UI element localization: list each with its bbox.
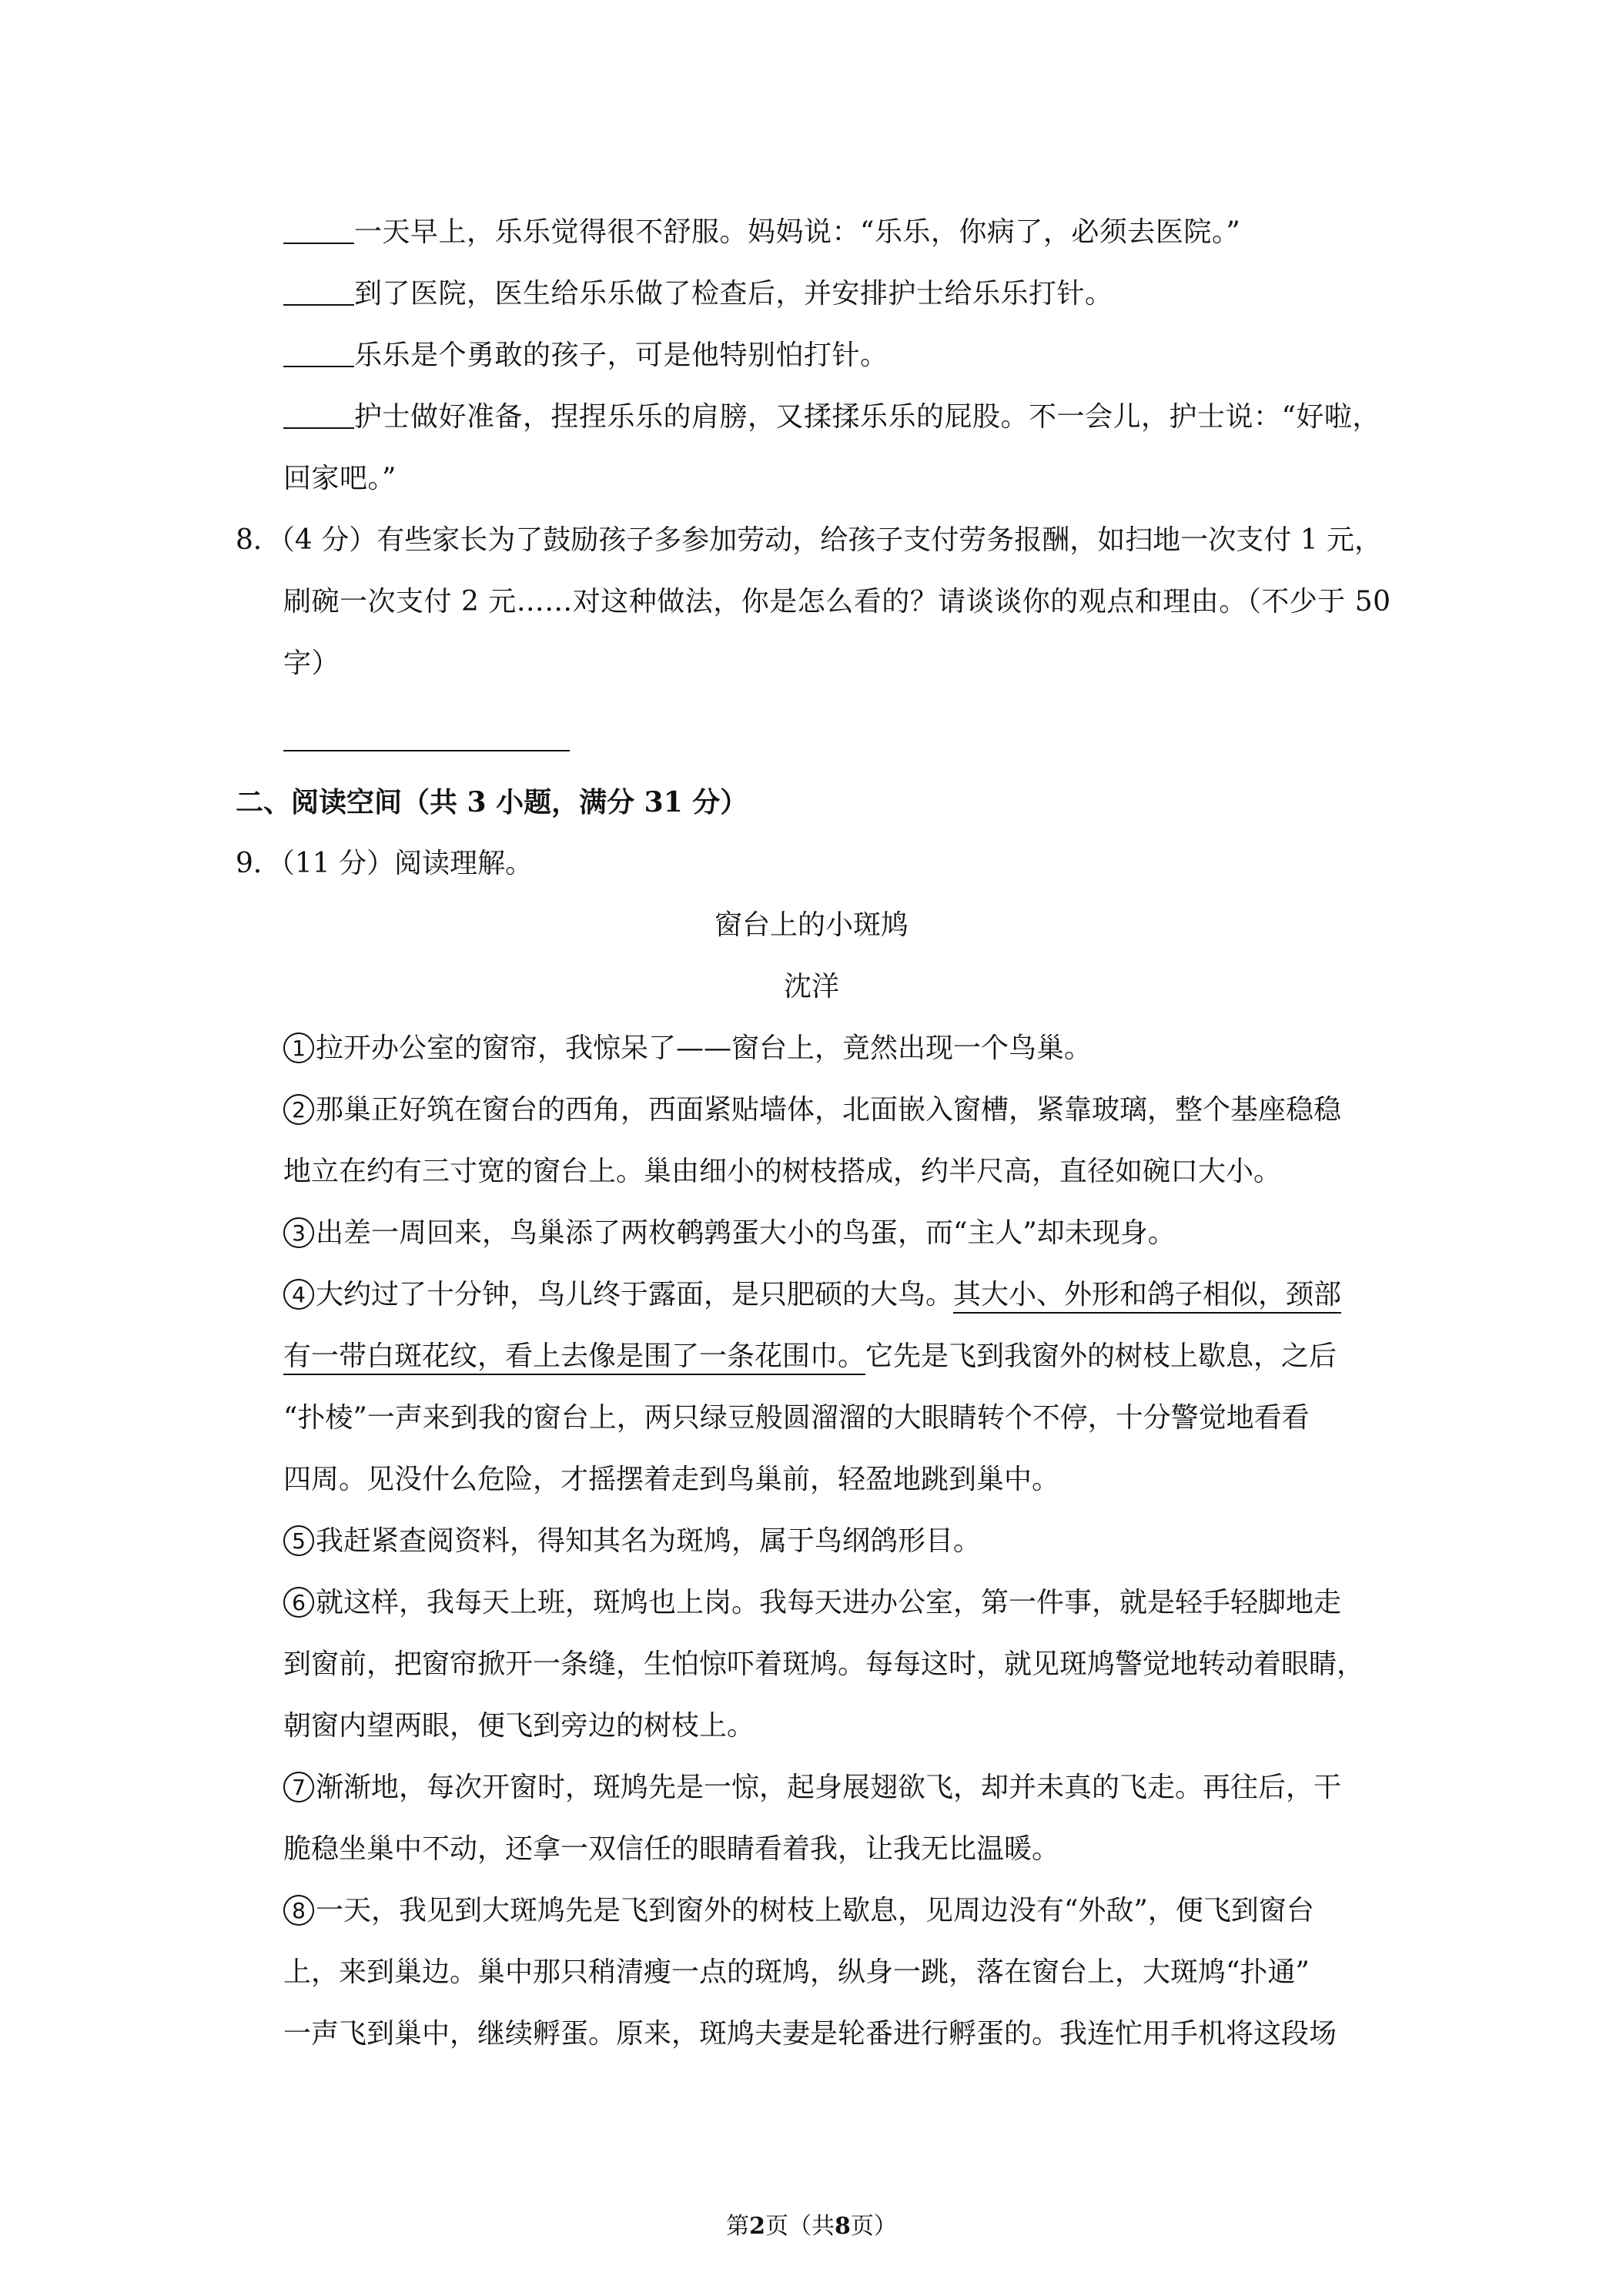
paragraph-number: 6: [283, 1587, 314, 1618]
answer-blank[interactable]: [283, 400, 354, 429]
paragraph-6-line-2: 到窗前，把窗帘掀开一条缝，生怕惊吓着斑鸠。每每这时，就见斑鸠警觉地转动着眼睛，: [283, 1648, 1365, 1680]
sequence-item-4-continued: 回家吧。”: [283, 463, 397, 494]
paragraph-number: 3: [283, 1217, 314, 1248]
paragraph-8: 8 一天，我见到大斑鸠先是飞到窗外的树枝上歇息，见周边没有“外敌”，便飞到窗台: [283, 1892, 1314, 1930]
paragraph-3: 3 出差一周回来，鸟巢添了两枚鹌鹑蛋大小的鸟蛋，而“主人”却未现身。: [283, 1214, 1176, 1253]
total-page-count: 8: [835, 2213, 851, 2240]
answer-blank[interactable]: [283, 338, 354, 367]
paragraph-4-line-4: 四周。见没什么危险，才摇摆着走到鸟巢前，轻盈地跳到巢中。: [283, 1464, 1060, 1495]
paragraph-6: 6 就这样，我每天上班，斑鸠也上岗。我每天进办公室，第一件事，就是轻手轻脚地走: [283, 1584, 1341, 1622]
question-8-line-1: 8．（4 分）有些家长为了鼓励孩子多参加劳动，给孩子支付劳务报酬，如扫地一次支付 1 元，: [236, 524, 1383, 556]
answer-blank[interactable]: [283, 215, 354, 244]
underlined-sentence: 其大小、外形和鸽子相似，颈部: [953, 1279, 1341, 1314]
paragraph-number: 8: [283, 1895, 314, 1926]
paragraph-7-line-2: 脆稳坐巢中不动，还拿一双信任的眼睛看着我，让我无比温暖。: [283, 1833, 1060, 1865]
sequence-item-3: 乐乐是个勇敢的孩子，可是他特别怕打针。: [283, 336, 888, 375]
paragraph-2-line-2: 地立在约有三寸宽的窗台上。巢由细小的树枝搭成，约半尺高，直径如碗口大小。: [283, 1156, 1282, 1187]
paragraph-4: 4 大约过了十分钟，鸟儿终于露面，是只肥硕的大鸟。其大小、外形和鸽子相似，颈部: [283, 1276, 1341, 1314]
paragraph-8-line-3: 一声飞到巢中，继续孵蛋。原来，斑鸠夫妻是轮番进行孵蛋的。我连忙用手机将这段场: [283, 2018, 1337, 2050]
sequence-item-2: 到了医院，医生给乐乐做了检查后，并安排护士给乐乐打针。: [283, 275, 1113, 313]
paragraph-1: 1 拉开办公室的窗帘，我惊呆了——窗台上，竟然出现一个鸟巢。: [283, 1029, 1092, 1068]
paragraph-8-line-2: 上，来到巢边。巢中那只稍清瘦一点的斑鸠，纵身一跳，落在窗台上，大斑鸠“扑通”: [283, 1956, 1310, 1988]
paragraph-5: 5 我赶紧查阅资料，得知其名为斑鸠，属于鸟纲鸽形目。: [283, 1522, 981, 1561]
paragraph-2: 2 那巢正好筑在窗台的西角，西面紧贴墙体，北面嵌入窗槽，紧靠玻璃，整个基座稳稳: [283, 1091, 1341, 1130]
paragraph-4-line-3: “扑棱”一声来到我的窗台上，两只绿豆般圆溜溜的大眼睛转个不停，十分警觉地看看: [283, 1402, 1310, 1434]
article-title: 窗台上的小斑鸠: [714, 909, 909, 941]
paragraph-number: 4: [283, 1279, 314, 1310]
paragraph-number: 5: [283, 1525, 314, 1556]
paragraph-7: 7 渐渐地，每次开窗时，斑鸠先是一惊，起身展翅欲飞，却并未真的飞走。再往后，干: [283, 1769, 1341, 1807]
section-title: 二、阅读空间（共 3 小题，满分 31 分）: [236, 786, 748, 818]
paragraph-number: 7: [283, 1772, 314, 1802]
paragraph-4-line-2: 有一带白斑花纹，看上去像是围了一条花围巾。它先是飞到我窗外的树枝上歇息，之后: [283, 1337, 1337, 1376]
sequence-item-1: 一天早上，乐乐觉得很不舒服。妈妈说：“乐乐，你病了，必须去医院。”: [283, 213, 1240, 252]
paragraph-number: 2: [283, 1094, 314, 1125]
page-footer: 第2页（共8页）: [726, 2213, 897, 2240]
paragraph-6-line-3: 朝窗内望两眼，便飞到旁边的树枝上。: [283, 1710, 755, 1742]
question-8-line-3: 字）: [283, 648, 340, 679]
question-8-line-2: 刷碗一次支付 2 元……对这种做法，你是怎么看的？请谈谈你的观点和理由。（不少于 50: [283, 586, 1391, 618]
paragraph-number: 1: [283, 1033, 314, 1063]
article-author: 沈洋: [783, 971, 839, 1002]
sequence-item-4: 护士做好准备，捏捏乐乐的肩膀，又揉揉乐乐的屁股。不一会儿，护士说：“好啦，: [283, 398, 1380, 437]
answer-line[interactable]: [283, 750, 570, 751]
current-page-number: 2: [749, 2213, 765, 2240]
answer-blank[interactable]: [283, 276, 354, 306]
question-9-label: 9．（11 分）阅读理解。: [236, 848, 534, 879]
underlined-sentence: 有一带白斑花纹，看上去像是围了一条花围巾。: [283, 1340, 865, 1375]
